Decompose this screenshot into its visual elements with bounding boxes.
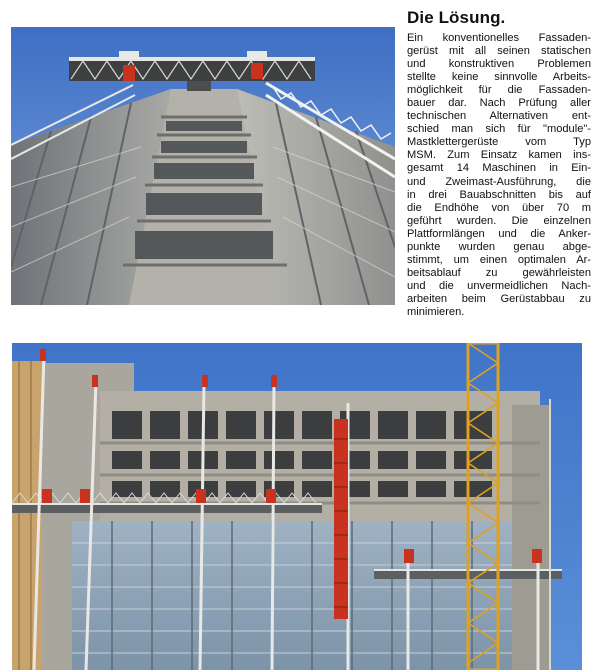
article-line: beitsablauf zu gewährleisten	[407, 266, 591, 279]
article-line: Plattformlängen und die Anker-	[407, 227, 591, 240]
article-line: stimmt, um einen optimalen Ar-	[407, 253, 591, 266]
photo-facade-upward-view	[11, 27, 395, 305]
article-text-column	[407, 8, 591, 319]
article-line: schied man sich für "module"-	[407, 123, 591, 136]
article-line: und konstruktiven Problemen	[407, 58, 591, 71]
article-line: bauer dar. Nach Prüfung aller	[407, 97, 591, 110]
article-line: die Endhöhe von über 70 m	[407, 201, 591, 214]
article-line: gerüst mit all seinen statischen	[407, 45, 591, 58]
article-line: MSM. Zum Einsatz kamen ins-	[407, 149, 591, 162]
photo-building-facade-with-platforms	[12, 343, 582, 670]
article-line: Ein konventionelles Fassaden-	[407, 32, 591, 44]
article-line: Mastklettergerüste vom Typ	[407, 136, 591, 149]
article-line: stellte keine sinnvolle Arbeits-	[407, 71, 591, 84]
article-line: gesamt 14 Maschinen in Ein-	[407, 162, 591, 175]
article-line: und Zweimast-Ausführung, die	[407, 175, 591, 188]
article-line: möglichkeit für die Fassaden-	[407, 84, 591, 97]
article-line-last: minimieren.	[407, 305, 465, 318]
article-line: technischen Alternativen ent-	[407, 110, 591, 123]
article-line: geführt wurden. Die einzelnen	[407, 214, 591, 227]
article-line: arbeiten beim Gerüstabbau zu	[407, 292, 591, 305]
article-line: punkte wurden genau abge-	[407, 240, 591, 253]
article-heading: Die Lösung.	[407, 8, 506, 27]
article-line: in drei Bauabschnitten bis auf	[407, 188, 591, 201]
article-line: und die unvermeidlichen Nach-	[407, 279, 591, 292]
